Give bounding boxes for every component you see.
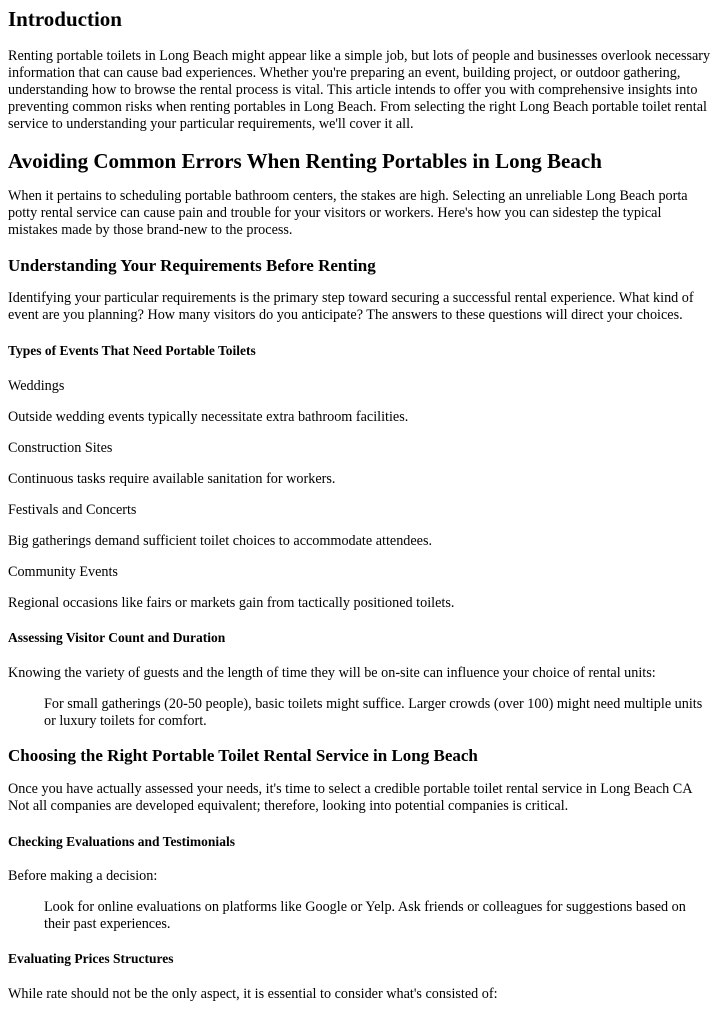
evaluations-quote: Look for online evaluations on platforms like Google or Yelp. Ask friends or colleagues for suggestions based on their past experiences. [44,899,686,932]
event-type-description: Big gatherings demand sufficient toilet choices to accommodate attendees. [8,533,433,549]
main-paragraph: When it pertains to scheduling portable bathroom centers, the stakes are high. Selecting an unreliable Long Beach porta potty rental service can cause pain and trouble for your visitors or workers. Here's how you can sidestep the typical mistakes made by those brand-new to the process. [8,188,688,238]
article [0,7,720,1003]
event-type-title: Community Events [8,564,118,580]
requirements-paragraph: Identifying your particular requirements is the primary step toward securing a successful rental experience. What kind of event are you planning? How many visitors do you anticipate? The answers to these questions will direct your choices. [8,290,694,323]
prices-paragraph: While rate should not be the only aspect, it is essential to consider what's consisted of: [8,986,498,1002]
event-type-description: Continuous tasks require available sanitation for workers. [8,471,336,487]
event-type-description: Regional occasions like fairs or markets gain from tactically positioned toilets. [8,595,455,611]
choosing-paragraph: Once you have actually assessed your needs, it's time to select a credible portable toilet rental service in Long Beach CA Not all companies are developed equivalent; therefore, looking into potential companies is critical. [8,781,692,814]
event-types-heading: Types of Events That Need Portable Toilets [8,343,256,358]
intro-heading: Introduction [8,7,122,31]
event-types-list [8,378,712,612]
prices-heading: Evaluating Prices Structures [8,951,174,966]
main-heading: Avoiding Common Errors When Renting Portables in Long Beach [8,149,602,173]
evaluations-heading: Checking Evaluations and Testimonials [8,834,235,849]
visitor-count-quote: For small gatherings (20-50 people), basic toilets might suffice. Larger crowds (over 100) might need multiple units or luxury toilets for comfort. [44,696,703,729]
event-type-description: Outside wedding events typically necessitate extra bathroom facilities. [8,409,409,425]
visitor-count-paragraph: Knowing the variety of guests and the length of time they will be on-site can influence your choice of rental units: [8,665,656,681]
choosing-heading: Choosing the Right Portable Toilet Rental Service in Long Beach [8,746,478,765]
requirements-heading: Understanding Your Requirements Before Renting [8,256,376,275]
evaluations-paragraph: Before making a decision: [8,868,158,884]
visitor-count-heading: Assessing Visitor Count and Duration [8,630,226,645]
event-type-title: Construction Sites [8,440,113,456]
event-type-title: Weddings [8,378,65,394]
intro-paragraph: Renting portable toilets in Long Beach might appear like a simple job, but lots of people and businesses overlook necessary information that can cause bad experiences. Whether you're preparing an event, building project, or outdoor gathering, understanding how to browse the rental process is vital. This article intends to offer you with comprehensive insights into preventing common risks when renting portables in Long Beach. From selecting the right Long Beach portable toilet rental service to understanding your particular requirements, we'll cover it all. [8,48,711,132]
event-type-title: Festivals and Concerts [8,502,137,518]
